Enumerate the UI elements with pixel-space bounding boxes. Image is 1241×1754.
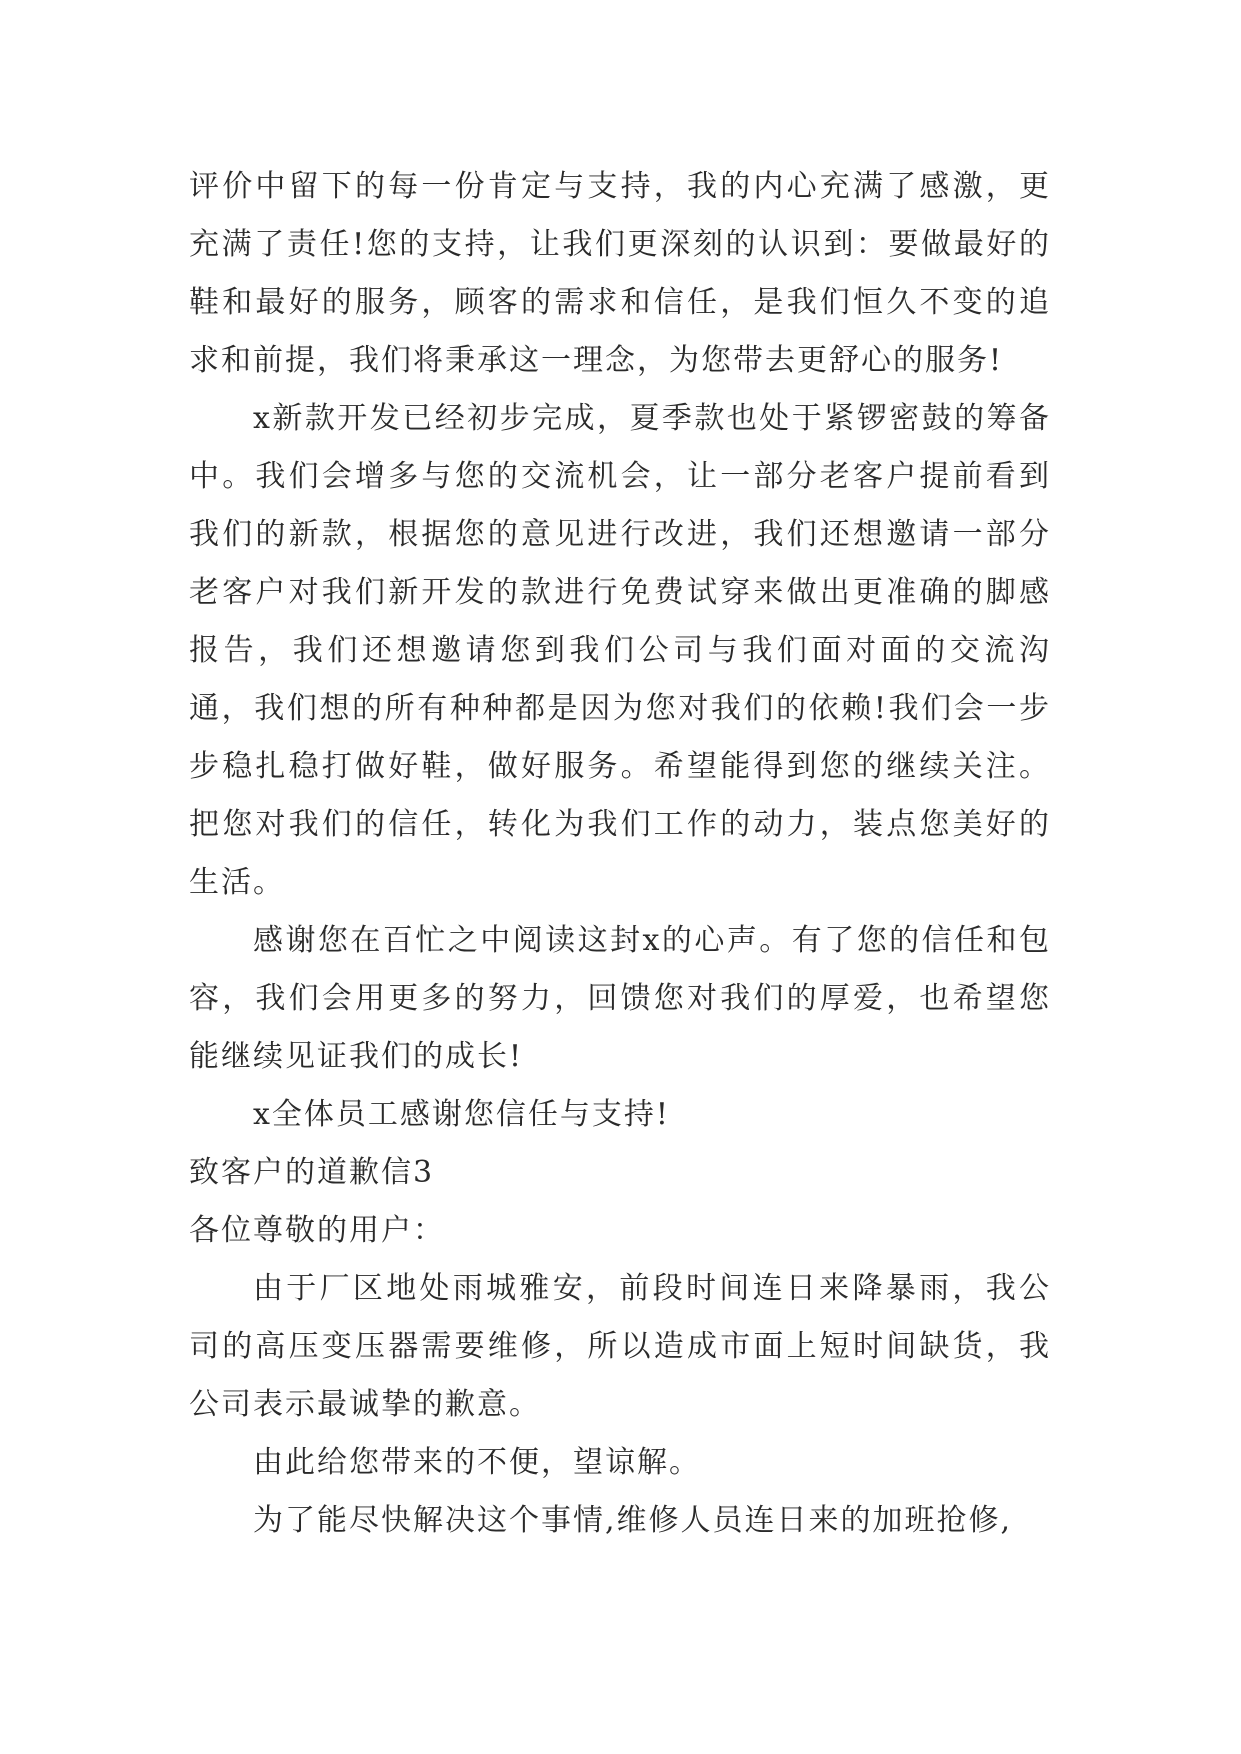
paragraph-7: 为了能尽快解决这个事情,维修人员连日来的加班抢修,	[253, 1503, 1013, 1538]
salutation: 各位尊敬的用户：	[189, 1213, 445, 1248]
paragraph-5: 由于厂区地处雨城雅安，前段时间连日来降暴雨，我公司的高压变压器需要维修，所以造成市面上短时间缺货，我公司表示最诚挚的歉意。	[189, 1271, 1051, 1422]
paragraph-2: x新款开发已经初步完成，夏季款也处于紧锣密鼓的筹备中。我们会增多与您的交流机会，让一部分老客户提前看到我们的新款，根据您的意见进行改进，我们还想邀请一部分老客户对我们新开发的款进行免费试穿来做出更准确的脚感报告，我们还想邀请您到我们公司与我们面对面的交流沟通，我们想的所有种种都是因为您对我们的依赖!我们会一步步稳扎稳打做好鞋，做好服务。希望能得到您的继续关注。把您对我们的信任，转化为我们工作的动力，装点您美好的生活。	[189, 401, 1051, 900]
letter-title: 致客户的道歉信3	[189, 1155, 435, 1190]
paragraph-1: 评价中留下的每一份肯定与支持，我的内心充满了感激，更充满了责任!您的支持，让我们更深刻的认识到：要做最好的鞋和最好的服务，顾客的需求和信任，是我们恒久不变的追求和前提，我们将秉承这一理念，为您带去更舒心的服务!	[189, 169, 1051, 378]
document-body	[189, 158, 1051, 1550]
paragraph-6: 由此给您带来的不便，望谅解。	[253, 1445, 701, 1480]
paragraph-4: x全体员工感谢您信任与支持!	[253, 1097, 670, 1132]
paragraph-3: 感谢您在百忙之中阅读这封x的心声。有了您的信任和包容，我们会用更多的努力，回馈您对我们的厚爱，也希望您能继续见证我们的成长!	[189, 923, 1051, 1074]
